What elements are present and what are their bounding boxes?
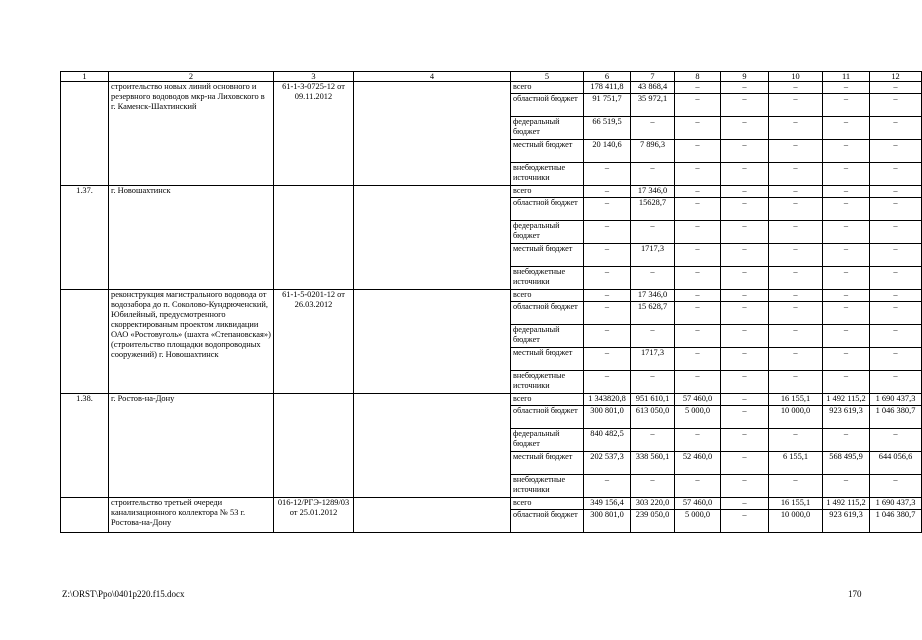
col-header-4: 4 [354,72,511,82]
value-cell: 239 050,0 [631,510,675,533]
funding-source: местный бюджет [511,452,584,475]
value-cell: 338 560,1 [631,452,675,475]
value-cell: – [675,325,721,348]
value-cell: – [721,394,769,406]
value-cell: – [584,267,631,290]
value-cell: – [584,290,631,302]
column-4-cell [354,82,511,186]
value-cell: 1 492 115,2 [823,394,870,406]
value-cell: – [870,348,922,371]
value-cell: – [823,198,870,221]
table-row [61,394,922,406]
value-cell: – [721,117,769,140]
value-cell: – [769,371,823,394]
object-name: строительство третьей очереди канализационного коллектора № 53 г. Ростова-на-Дону [109,498,274,533]
value-cell: – [823,163,870,186]
value-cell: 15628,7 [631,198,675,221]
value-cell: 16 155,1 [769,394,823,406]
value-cell: – [631,371,675,394]
value-cell: 644 056,6 [870,452,922,475]
table-row [61,186,922,198]
value-cell: 91 751,7 [584,94,631,117]
value-cell: – [631,267,675,290]
table-body [61,72,922,533]
row-number [61,82,109,186]
value-cell: – [769,198,823,221]
col-header-8: 8 [675,72,721,82]
value-cell: – [631,221,675,244]
funding-source: внебюджетные источники [511,163,584,186]
value-cell: – [823,325,870,348]
value-cell: – [823,82,870,94]
value-cell: – [769,186,823,198]
value-cell: – [584,186,631,198]
row-number: 1.37. [61,186,109,290]
value-cell: 10 000,0 [769,510,823,533]
value-cell: 568 495,9 [823,452,870,475]
value-cell: – [721,302,769,325]
value-cell: – [823,94,870,117]
value-cell: – [584,325,631,348]
col-header-1: 1 [61,72,109,82]
value-cell: 1 690 437,3 [870,498,922,510]
col-header-9: 9 [721,72,769,82]
value-cell: – [823,290,870,302]
funding-source: внебюджетные источники [511,267,584,290]
funding-source: внебюджетные источники [511,475,584,498]
document-code [274,394,354,498]
value-cell: 6 155,1 [769,452,823,475]
value-cell: – [769,163,823,186]
value-cell: – [870,140,922,163]
col-header-11: 11 [823,72,870,82]
funding-source: всего [511,394,584,406]
value-cell: 16 155,1 [769,498,823,510]
value-cell: – [631,475,675,498]
value-cell: – [675,348,721,371]
value-cell: 303 220,0 [631,498,675,510]
value-cell: – [870,221,922,244]
value-cell: – [721,371,769,394]
value-cell: – [675,429,721,452]
column-4-cell [354,498,511,533]
value-cell: – [721,198,769,221]
value-cell: – [870,198,922,221]
value-cell: – [675,140,721,163]
value-cell: – [675,290,721,302]
value-cell: – [769,94,823,117]
value-cell: – [721,163,769,186]
funding-source: федеральный бюджет [511,221,584,244]
value-cell: – [584,163,631,186]
value-cell: – [823,302,870,325]
value-cell: – [870,186,922,198]
value-cell: – [823,186,870,198]
value-cell: – [675,94,721,117]
value-cell: 57 460,0 [675,394,721,406]
value-cell: 1 046 380,7 [870,510,922,533]
value-cell: – [584,302,631,325]
document-code: 61-1-3-0725-12 от 09.11.2012 [274,82,354,186]
funding-source: федеральный бюджет [511,325,584,348]
value-cell: – [769,267,823,290]
value-cell: – [675,186,721,198]
col-header-10: 10 [769,72,823,82]
value-cell: 202 537,3 [584,452,631,475]
value-cell: 57 460,0 [675,498,721,510]
value-cell: – [721,267,769,290]
value-cell: – [675,198,721,221]
funding-source: местный бюджет [511,140,584,163]
value-cell: – [675,302,721,325]
value-cell: – [721,244,769,267]
value-cell: – [721,498,769,510]
column-4-cell [354,186,511,290]
table-row [61,290,922,302]
value-cell: – [769,221,823,244]
value-cell: – [870,302,922,325]
value-cell: – [675,117,721,140]
col-header-5: 5 [511,72,584,82]
value-cell: – [870,371,922,394]
value-cell: 7 896,3 [631,140,675,163]
value-cell: – [675,163,721,186]
document-code: 61-1-5-0201-12 от 26.03.2012 [274,290,354,394]
value-cell: 20 140,6 [584,140,631,163]
value-cell: – [870,244,922,267]
program-table [60,71,922,533]
value-cell: – [823,267,870,290]
object-name: строительство новых линий основного и резервного водоводов мкр-на Лиховского в г. Каменск-Шахтинский [109,82,274,186]
value-cell: – [675,475,721,498]
value-cell: – [721,348,769,371]
value-cell: – [823,140,870,163]
value-cell: 5 000,0 [675,406,721,429]
object-name: реконструкция магистрального водовода от водозабора до п. Соколово-Кундрюченский, Юбилейный, предусмотренного скорректированым проектом ликвидации ОАО «Ростовуголь» (шахта «Степановская») (строительство площадки водопроводных сооружений) г. Новошахтинск [109,290,274,394]
value-cell: – [870,94,922,117]
object-name: г. Новошахтинск [109,186,274,290]
value-cell: – [721,290,769,302]
value-cell: – [769,140,823,163]
funding-source: областной бюджет [511,510,584,533]
value-cell: – [721,475,769,498]
funding-source: всего [511,498,584,510]
object-name: г. Ростов-на-Дону [109,394,274,498]
value-cell: – [675,221,721,244]
value-cell: – [721,452,769,475]
value-cell: 1 690 437,3 [870,394,922,406]
value-cell: – [870,290,922,302]
value-cell: 15 628,7 [631,302,675,325]
value-cell: – [631,163,675,186]
value-cell: 300 801,0 [584,510,631,533]
value-cell: – [769,475,823,498]
value-cell: – [721,510,769,533]
footer-file-path: Z:\ORST\Ppo\0401p220.f15.docx [62,589,185,599]
funding-source: всего [511,290,584,302]
row-number: 1.38. [61,394,109,498]
value-cell: – [721,325,769,348]
value-cell: – [823,117,870,140]
funding-source: областной бюджет [511,198,584,221]
column-number-row [61,72,922,82]
value-cell: – [721,94,769,117]
funding-source: внебюджетные источники [511,371,584,394]
value-cell: 1717,3 [631,348,675,371]
value-cell: 178 411,8 [584,82,631,94]
column-4-cell [354,394,511,498]
value-cell: 17 346,0 [631,290,675,302]
funding-source: федеральный бюджет [511,429,584,452]
value-cell: – [823,475,870,498]
value-cell: – [823,348,870,371]
value-cell: 5 000,0 [675,510,721,533]
value-cell: – [631,429,675,452]
value-cell: 840 482,5 [584,429,631,452]
value-cell: – [721,186,769,198]
value-cell: – [769,117,823,140]
value-cell: 52 460,0 [675,452,721,475]
col-header-2: 2 [109,72,274,82]
row-number [61,498,109,533]
value-cell: – [675,82,721,94]
value-cell: – [823,429,870,452]
funding-source: областной бюджет [511,94,584,117]
value-cell: – [584,244,631,267]
value-cell: 349 156,4 [584,498,631,510]
footer-page-number: 170 [848,589,862,599]
funding-source: всего [511,82,584,94]
value-cell: 17 346,0 [631,186,675,198]
funding-source: всего [511,186,584,198]
value-cell: – [823,221,870,244]
table-row [61,82,922,94]
value-cell: – [870,117,922,140]
value-cell: – [769,244,823,267]
value-cell: – [675,244,721,267]
value-cell: – [631,325,675,348]
value-cell: 951 610,1 [631,394,675,406]
value-cell: – [721,140,769,163]
value-cell: – [675,371,721,394]
col-header-6: 6 [584,72,631,82]
col-header-12: 12 [870,72,922,82]
funding-source: местный бюджет [511,244,584,267]
value-cell: – [769,348,823,371]
value-cell: – [721,429,769,452]
value-cell: – [721,221,769,244]
value-cell: – [823,244,870,267]
value-cell: – [584,348,631,371]
value-cell: – [870,267,922,290]
value-cell: – [721,82,769,94]
funding-source: областной бюджет [511,406,584,429]
value-cell: 43 868,4 [631,82,675,94]
value-cell: – [584,371,631,394]
value-cell: – [823,371,870,394]
value-cell: 66 519,5 [584,117,631,140]
value-cell: – [870,82,922,94]
value-cell: – [675,267,721,290]
value-cell: 1717,3 [631,244,675,267]
value-cell: – [769,429,823,452]
value-cell: 1 046 380,7 [870,406,922,429]
col-header-3: 3 [274,72,354,82]
value-cell: 1 492 115,2 [823,498,870,510]
value-cell: 923 619,3 [823,510,870,533]
value-cell: – [870,163,922,186]
value-cell: 923 619,3 [823,406,870,429]
value-cell: 35 972,1 [631,94,675,117]
row-number [61,290,109,394]
value-cell: – [769,82,823,94]
value-cell: – [631,117,675,140]
value-cell: – [584,221,631,244]
value-cell: 613 050,0 [631,406,675,429]
column-4-cell [354,290,511,394]
value-cell: – [769,290,823,302]
funding-source: федеральный бюджет [511,117,584,140]
funding-source: областной бюджет [511,302,584,325]
value-cell: – [870,475,922,498]
value-cell: – [584,198,631,221]
value-cell: – [769,325,823,348]
document-code [274,186,354,290]
value-cell: 1 343820,8 [584,394,631,406]
funding-source: местный бюджет [511,348,584,371]
document-code: 016-12/РГЭ-1289/03 от 25.01.2012 [274,498,354,533]
value-cell: – [870,325,922,348]
value-cell: – [584,475,631,498]
value-cell: 10 000,0 [769,406,823,429]
table-row [61,498,922,510]
value-cell: – [870,429,922,452]
value-cell: – [769,302,823,325]
value-cell: – [721,406,769,429]
value-cell: 300 801,0 [584,406,631,429]
col-header-7: 7 [631,72,675,82]
